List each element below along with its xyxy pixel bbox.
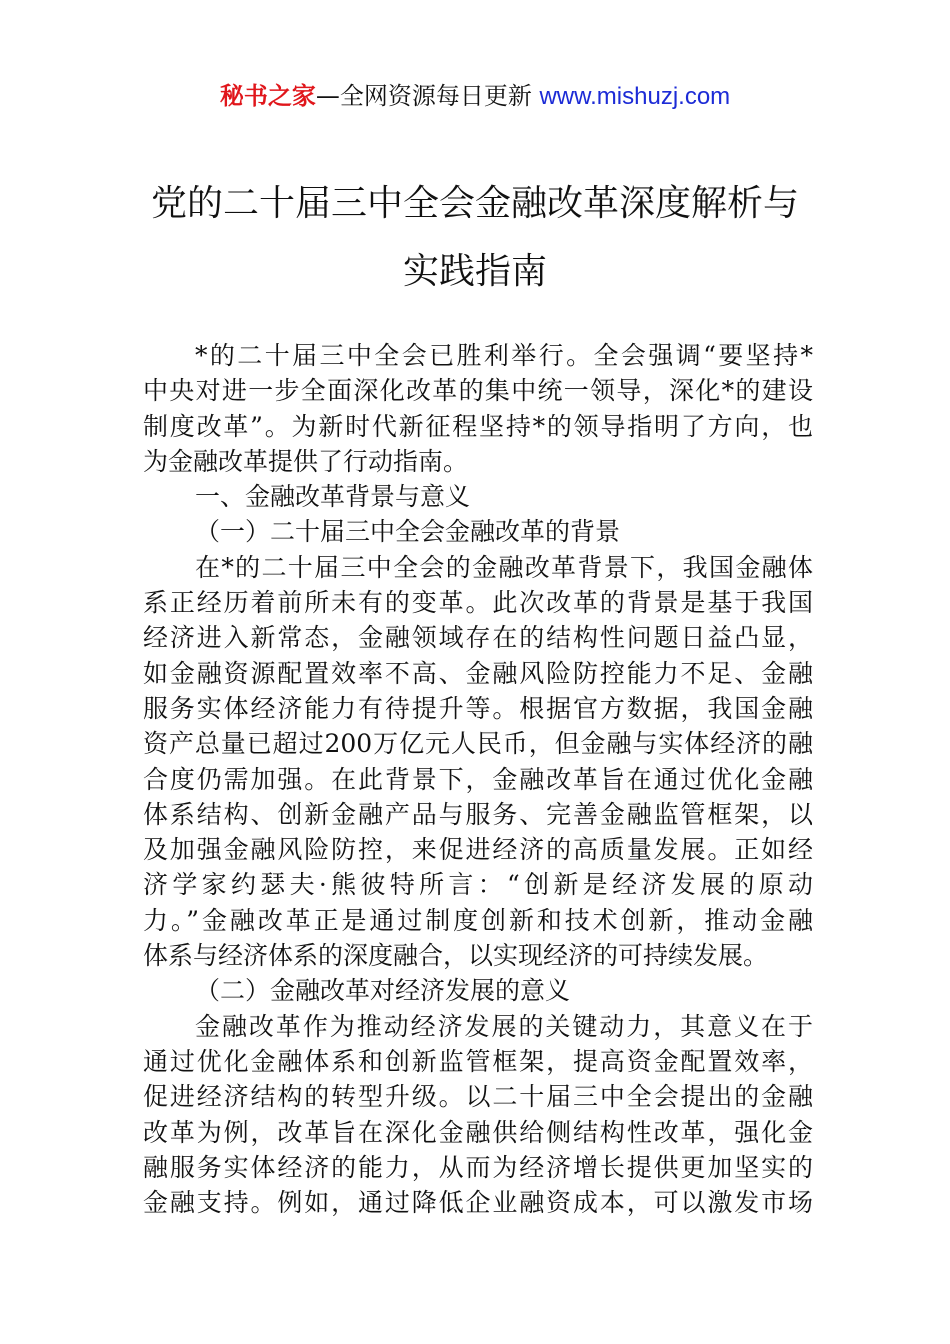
- paragraph-line: 融服务实体经济的能力，从而为经济增长提供更加坚实的: [143, 1152, 813, 1182]
- paragraph-line: 体系与经济体系的深度融合，以实现经济的可持续发展。: [143, 941, 769, 971]
- paragraph-line: 制度改革”。为新时代新征程坚持*的领导指明了方向，也: [143, 411, 813, 441]
- document-body: [143, 338, 813, 1220]
- paragraph-line: 金融支持。例如，通过降低企业融资成本，可以激发市场: [143, 1188, 813, 1218]
- subsection-heading: （二）金融改革对经济发展的意义: [195, 976, 571, 1006]
- subsection-heading: （一）二十届三中全会金融改革的背景: [195, 517, 621, 547]
- title-line-1: 党的二十届三中全会金融改革深度解析与: [150, 183, 799, 224]
- paragraph-line: 促进经济结构的转型升级。以二十届三中全会提出的金融: [143, 1082, 813, 1112]
- paragraph-line: 合度仍需加强。在此背景下，金融改革旨在通过优化金融: [143, 764, 813, 794]
- paragraph-line: 在*的二十届三中全会的金融改革背景下，我国金融体: [195, 552, 813, 582]
- paragraph-line: 改革为例，改革旨在深化金融供给侧结构性改革，强化金: [143, 1117, 813, 1147]
- paragraph-line: 中央对进一步全面深化改革的集中统一领导，深化*的建设: [143, 376, 813, 406]
- title-line-2: 实践指南: [402, 251, 547, 292]
- paragraph-line: 体系结构、创新金融产品与服务、完善金融监管框架，以: [143, 799, 813, 829]
- paragraph-line: 资产总量已超过200万亿元人民币，但金融与实体经济的融: [143, 729, 813, 759]
- site-header: [0, 80, 950, 113]
- paragraph-line: 力。”金融改革正是通过制度创新和技术创新，推动金融: [143, 905, 813, 935]
- paragraph-line: 服务实体经济能力有待提升等。根据官方数据，我国金融: [143, 693, 813, 723]
- brand-name: 秘书之家: [219, 82, 316, 110]
- paragraph-line: 通过优化金融体系和创新监管框架，提高资金配置效率，: [143, 1046, 813, 1076]
- section-heading: 一、金融改革背景与意义: [195, 482, 471, 512]
- paragraph-line: *的二十届三中全会已胜利举行。全会强调“要坚持*: [195, 341, 813, 370]
- paragraph-line: 金融改革作为推动经济发展的关键动力，其意义在于: [195, 1011, 813, 1041]
- header-tagline: —全网资源每日更新: [315, 82, 532, 110]
- paragraph-line: 经济进入新常态，金融领域存在的结构性问题日益凸显，: [143, 623, 813, 653]
- paragraph-line: 如金融资源配置效率不高、金融风险防控能力不足、金融: [143, 658, 813, 688]
- paragraph-line: 及加强金融风险防控，来促进经济的高质量发展。正如经: [143, 835, 813, 865]
- document-title: [100, 170, 850, 306]
- paragraph-line: 系正经历着前所未有的变革。此次改革的背景是基于我国: [143, 588, 813, 618]
- paragraph-line: 为金融改革提供了行动指南。: [143, 446, 469, 476]
- site-url-link[interactable]: www.mishuzj.com: [539, 83, 731, 110]
- paragraph-line: 济学家约瑟夫·熊彼特所言：“创新是经济发展的原动: [143, 870, 813, 900]
